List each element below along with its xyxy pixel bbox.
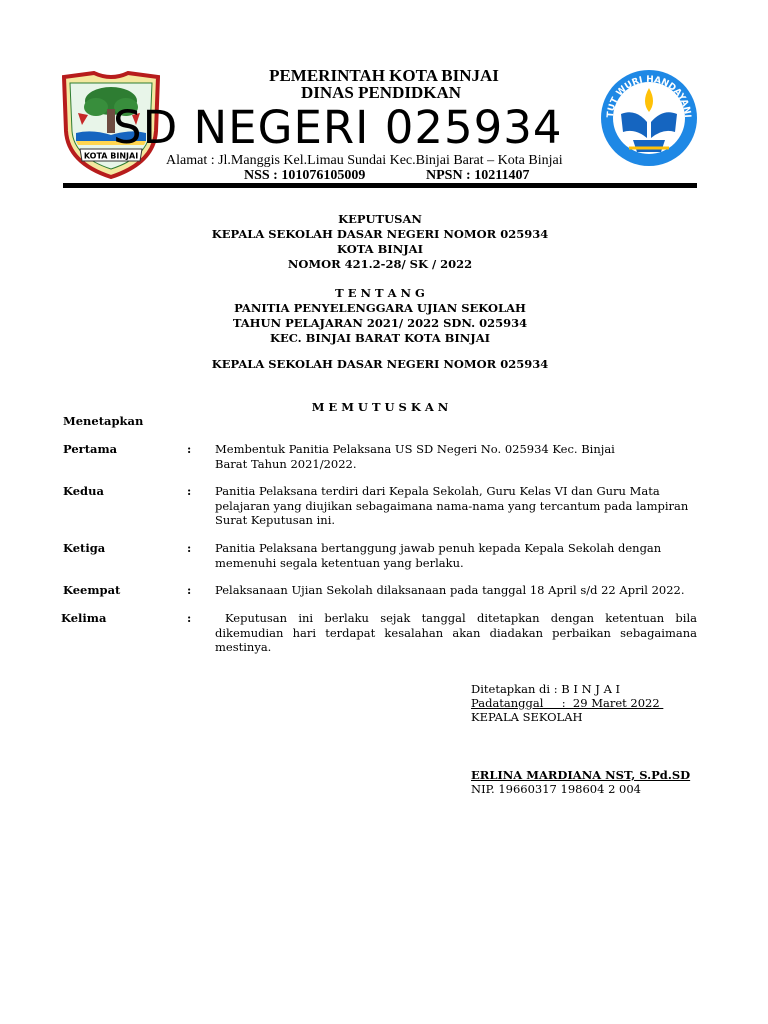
article-text — [215, 611, 697, 655]
article-text — [215, 484, 697, 528]
article-text — [215, 583, 697, 598]
decree-subject — [180, 286, 580, 346]
article-label: Keempat — [63, 583, 121, 597]
article-line: Membentuk Panitia Pelaksana US SD Negeri No. 025934 Kec. Binjai — [215, 442, 615, 456]
decree-city: KOTA BINJAI — [337, 242, 423, 256]
issuer-repeat-block — [180, 357, 580, 373]
establishes-label: Menetapkan — [63, 414, 144, 428]
department-name: DINAS PENDIDKAN — [300, 83, 462, 102]
decides-heading: M E M U T U S K A N — [311, 400, 449, 414]
signature-date: Padatanggal : 29 Maret 2022 — [471, 696, 664, 710]
decides-block — [180, 400, 580, 416]
article-colon: : — [187, 611, 192, 625]
signature-place: Ditetapkan di : B I N J A I — [471, 682, 621, 696]
article-line: Keputusan ini berlaku sejak tanggal ditetapkan dengan ketentuan bila — [225, 611, 697, 625]
article-line: dikemudian hari terdapat kesalahan akan diadakan perbaikan sebagaimana — [215, 625, 697, 640]
article-line: Surat Keputusan ini. — [215, 513, 336, 527]
npsn-number: NPSN : 10211407 — [426, 168, 530, 183]
right-logo-text: TUT WURI HANDAYANI — [605, 74, 693, 119]
nss-number: NSS : 101076105009 — [244, 168, 366, 183]
article-line: Panitia Pelaksana terdiri dari Kepala Sekolah, Guru Kelas VI dan Guru Mata — [215, 484, 660, 498]
issuer-repeat: KEPALA SEKOLAH DASAR NEGERI NOMOR 025934 — [211, 357, 549, 371]
article-colon: : — [187, 541, 192, 555]
decree-issuer: KEPALA SEKOLAH DASAR NEGERI NOMOR 025934 — [211, 227, 549, 241]
signature-position: KEPALA SEKOLAH — [471, 710, 583, 724]
decree-number: NOMOR 421.2-28/ SK / 2022 — [287, 257, 473, 271]
subject-line-3: KEC. BINJAI BARAT KOTA BINJAI — [269, 331, 491, 345]
article-label: Kedua — [63, 484, 104, 498]
article-line: memenuhi segala ketentuan yang berlaku. — [215, 555, 464, 570]
article-line: mestinya. — [215, 640, 272, 654]
subject-label: T E N T A N G — [335, 286, 425, 300]
school-address: Alamat : Jl.Manggis Kel.Limau Sundai Kec.Binjai Barat – Kota Binjai — [166, 153, 563, 168]
article-colon: : — [187, 484, 192, 498]
subject-line-2: TAHUN PELAJARAN 2021/ 2022 SDN. 025934 — [232, 316, 528, 330]
subject-line-1: PANITIA PENYELENGGARA UJIAN SEKOLAH — [234, 301, 526, 315]
article-line: Panitia Pelaksana bertanggung jawab penuh kepada Kepala Sekolah dengan — [215, 541, 662, 555]
signer-nip: NIP. 19660317 198604 2 004 — [471, 782, 641, 796]
article-label: Pertama — [63, 442, 118, 456]
school-name: SD NEGERI 025934 — [113, 101, 563, 154]
article-text — [215, 442, 697, 471]
government-name: PEMERINTAH KOTA BINJAI — [269, 66, 499, 85]
article-line: Barat Tahun 2021/2022. — [215, 456, 357, 471]
article-text — [215, 541, 697, 570]
article-line: Pelaksanaan Ujian Sekolah dilaksanaan pada tanggal 18 April s/d 22 April 2022. — [215, 583, 685, 597]
article-colon: : — [187, 442, 192, 456]
decree-title: KEPUTUSAN — [338, 212, 422, 226]
article-label: Kelima — [61, 611, 107, 625]
left-logo-text: KOTA BINJAI — [83, 151, 139, 161]
decree-header — [180, 212, 580, 272]
article-label: Ketiga — [63, 541, 106, 555]
letterhead-divider — [63, 183, 697, 188]
article-line: pelajaran yang diujikan sebagaimana nama-nama yang tercantum pada lampiran — [215, 498, 689, 513]
signer-name: ERLINA MARDIANA NST, S.Pd.SD — [471, 768, 691, 782]
article-colon: : — [187, 583, 192, 597]
